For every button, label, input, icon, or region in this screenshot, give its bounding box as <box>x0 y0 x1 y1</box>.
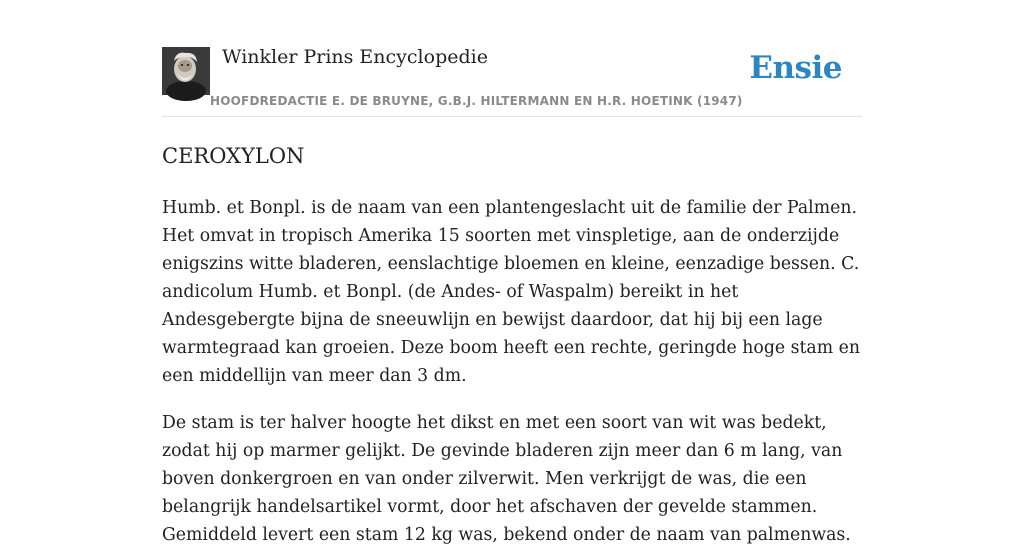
entry-paragraph: Humb. et Bonpl. is de naam van een plantengeslacht uit de familie der Palmen. Het omvat in tropisch Amerika 15 soorten met vinspletige, aan de onderzijde enigszins witte bladeren, eenslachtige bloemen en kleine, eenzadige bessen. C. andicolum Humb. et Bonpl. (de Andes- of Waspalm) bereikt in het Andesgebergte bijna de sneeuwlijn en bewijst daardoor, dat hij bij een lage warmtegraad kan groeien. Deze boom heeft een rechte, geringde hoge stam en een middellijn van meer dan 3 dm. <box>162 198 860 386</box>
site-header <box>162 0 862 117</box>
ensie-logo[interactable]: Ensie <box>749 50 842 86</box>
content-container <box>162 0 862 549</box>
bearded-man-portrait-icon <box>162 47 210 95</box>
entry-paragraph: De stam is ter halver hoogte het dikst en met een soort van wit was bedekt, zodat hij op marmer gelijkt. De gevinde bladeren zijn meer dan 6 m lang, van boven donkergroen en van onder zilverwit. Men verkrijgt de was, die een belangrijk handelsartikel vormt, door het afschaven der gevelde stammen. Gemiddeld levert een stam 12 kg was, bekend onder de naam van palmenwas. <box>162 413 851 545</box>
entry-title: CEROXYLON <box>162 144 305 168</box>
site-title[interactable]: Winkler Prins Encyclopedie <box>222 46 488 68</box>
entry-body <box>162 194 862 549</box>
editorial-credits: HOOFDREDACTIE E. DE BRUYNE, G.B.J. HILTERMANN EN H.R. HOETINK (1947) <box>210 94 743 108</box>
avatar <box>162 47 210 95</box>
